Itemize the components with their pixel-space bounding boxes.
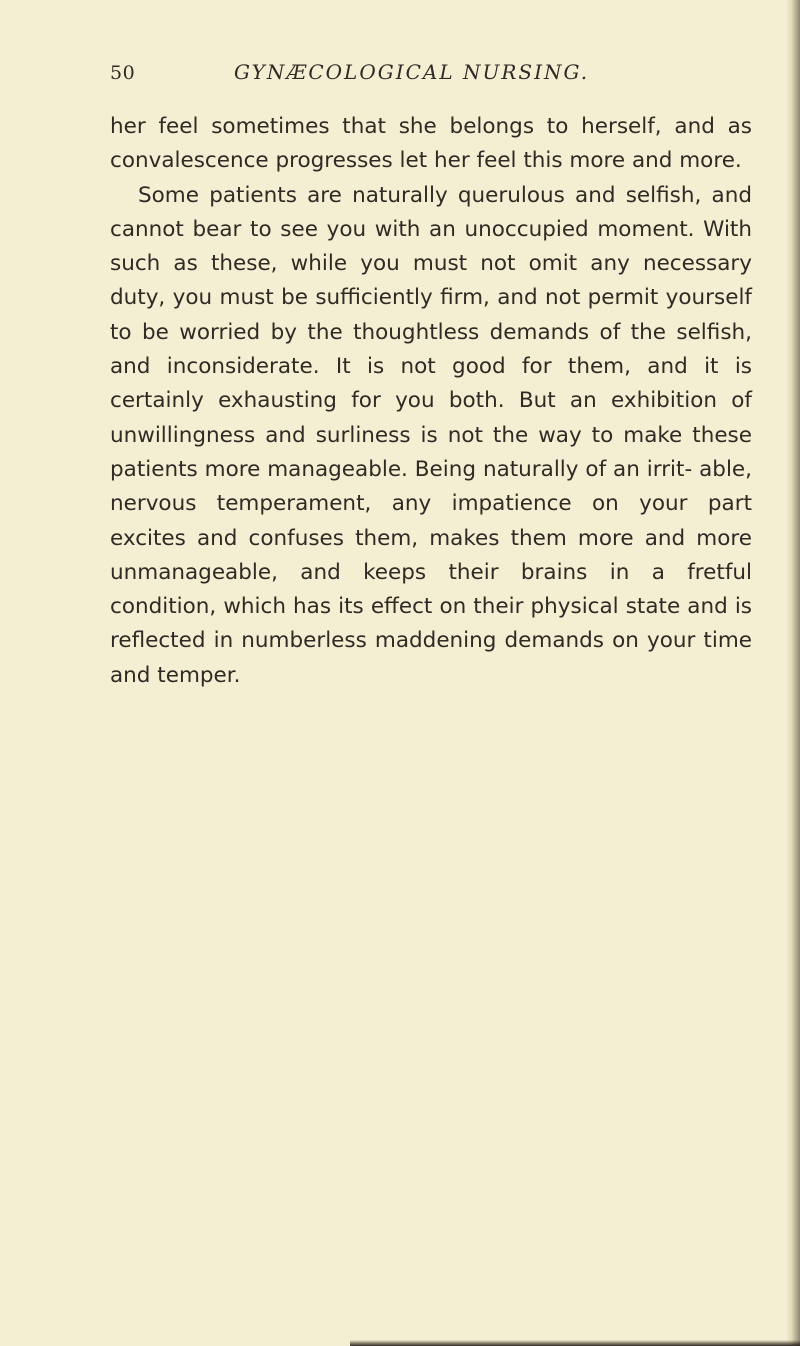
body-text: [110, 110, 752, 693]
paragraph-continuation: her feel sometimes that she belongs to herself, and as convalescence progresses let her feel this more and more.: [110, 114, 752, 174]
page-edge-shadow: [786, 0, 800, 1346]
bottom-edge-shadow: [350, 1340, 800, 1346]
running-head: GYNÆCOLOGICAL NURSING.: [234, 60, 590, 84]
page-number: 50: [110, 62, 136, 84]
paragraph: Some patients are naturally querulous and selfish, and cannot bear to see you with an unoccupied moment. With such as these, while you must not omit any necessary duty, you must be sufficiently firm, and not permit yourself to be worried by the thoughtless demands of the selfish, and inconsiderate. It is not good for them, and it is certainly exhausting for you both. But an exhibition of unwillingness and surliness is not the way to make these patients more manageable. Being naturally of an irrit- able, nervous temperament, any impatience on your part excites and confuses them, makes them more and more unmanageable, and keeps their brains in a fretful condition, which has its effect on their physical state and is reflected in numberless maddening demands on your time and temper.: [110, 182, 752, 688]
page-header: [110, 56, 760, 96]
